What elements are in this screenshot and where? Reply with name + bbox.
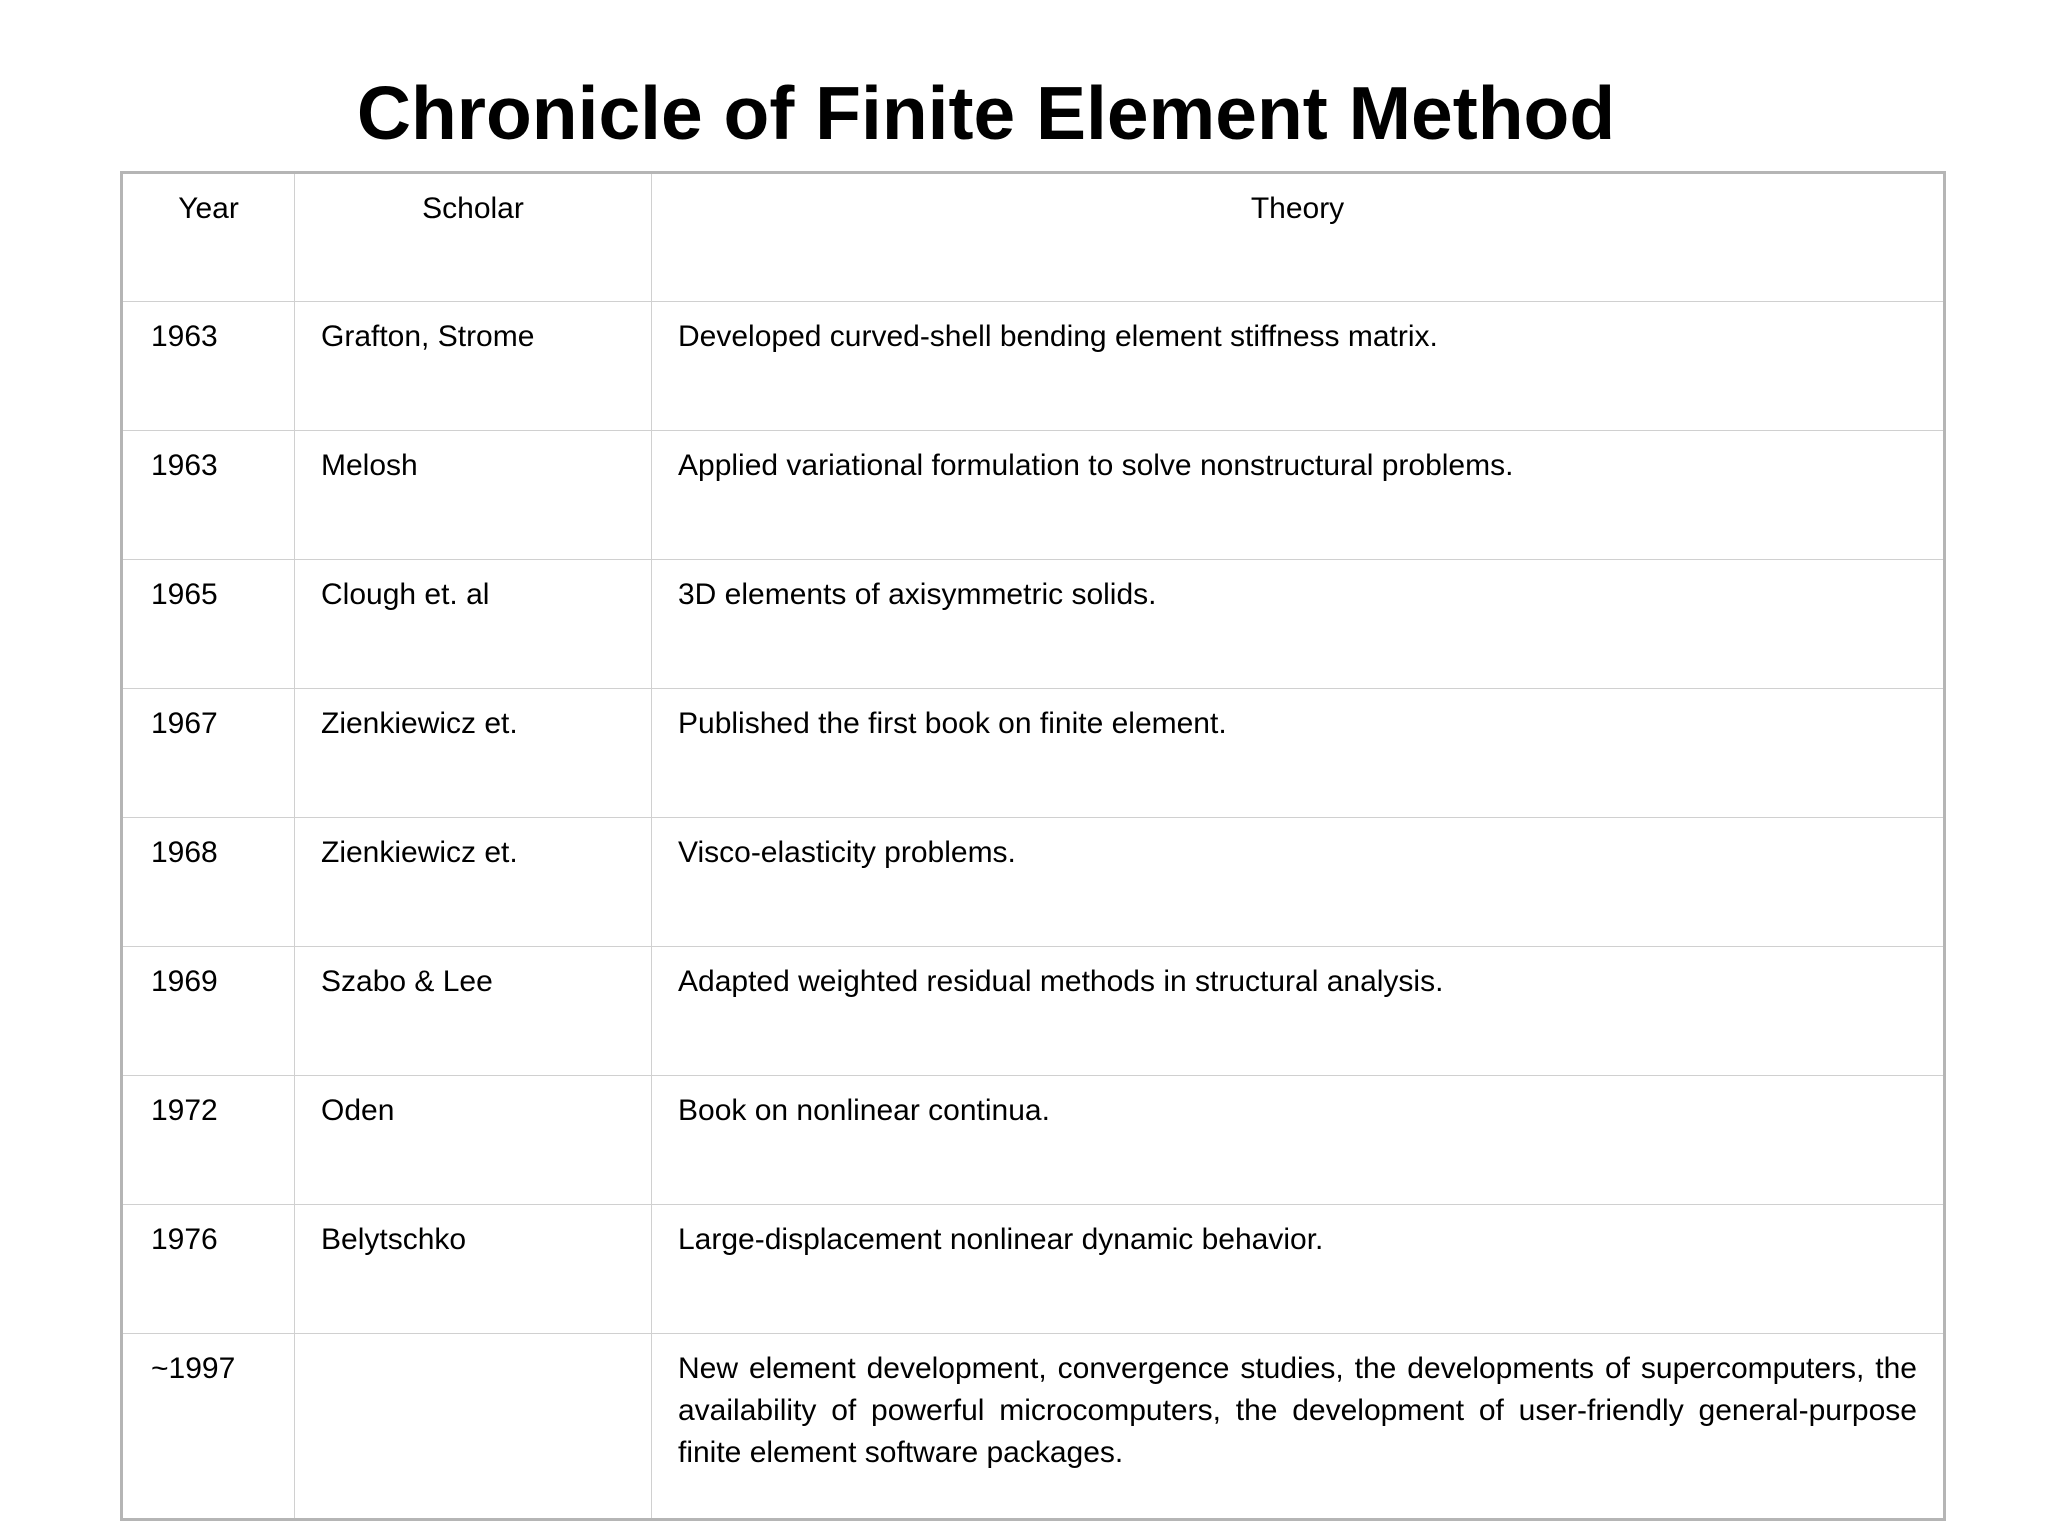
year-cell: 1963 <box>122 431 295 560</box>
theory-cell: Visco-elasticity problems. <box>652 818 1945 947</box>
theory-cell: 3D elements of axisymmetric solids. <box>652 560 1945 689</box>
column-header-scholar: Scholar <box>295 173 652 302</box>
table-row <box>122 1076 1945 1205</box>
column-header-year: Year <box>122 173 295 302</box>
scholar-cell: Grafton, Strome <box>295 302 652 431</box>
scholar-cell <box>295 1334 652 1520</box>
theory-cell: Applied variational formulation to solve nonstructural problems. <box>652 431 1945 560</box>
year-cell: 1968 <box>122 818 295 947</box>
theory-cell: Adapted weighted residual methods in structural analysis. <box>652 947 1945 1076</box>
scholar-cell: Melosh <box>295 431 652 560</box>
table-row <box>122 560 1945 689</box>
scholar-cell: Zienkiewicz et. <box>295 689 652 818</box>
table-row <box>122 1205 1945 1334</box>
theory-cell: Published the first book on finite element. <box>652 689 1945 818</box>
theory-cell: New element development, convergence studies, the developments of supercomputers, the availability of powerful microcomputers, the development of user-friendly general-purpose finite element software packages. <box>652 1334 1945 1520</box>
year-cell: 1963 <box>122 302 295 431</box>
year-cell: 1972 <box>122 1076 295 1205</box>
scholar-cell: Zienkiewicz et. <box>295 818 652 947</box>
theory-cell: Developed curved-shell bending element stiffness matrix. <box>652 302 1945 431</box>
scholar-cell: Clough et. al <box>295 560 652 689</box>
chronicle-table <box>120 171 1946 1521</box>
page-title: Chronicle of Finite Element Method <box>356 71 1616 155</box>
scholar-cell: Oden <box>295 1076 652 1205</box>
year-cell: 1967 <box>122 689 295 818</box>
theory-cell: Large-displacement nonlinear dynamic behavior. <box>652 1205 1945 1334</box>
theory-cell: Book on nonlinear continua. <box>652 1076 1945 1205</box>
year-cell: ~1997 <box>122 1334 295 1520</box>
table-row <box>122 689 1945 818</box>
table-header-row <box>122 173 1945 302</box>
table-row <box>122 818 1945 947</box>
column-header-theory: Theory <box>652 173 1945 302</box>
table-row <box>122 947 1945 1076</box>
table-row <box>122 302 1945 431</box>
table-row <box>122 1334 1945 1520</box>
year-cell: 1969 <box>122 947 295 1076</box>
table-row <box>122 431 1945 560</box>
scholar-cell: Belytschko <box>295 1205 652 1334</box>
year-cell: 1976 <box>122 1205 295 1334</box>
year-cell: 1965 <box>122 560 295 689</box>
scholar-cell: Szabo & Lee <box>295 947 652 1076</box>
